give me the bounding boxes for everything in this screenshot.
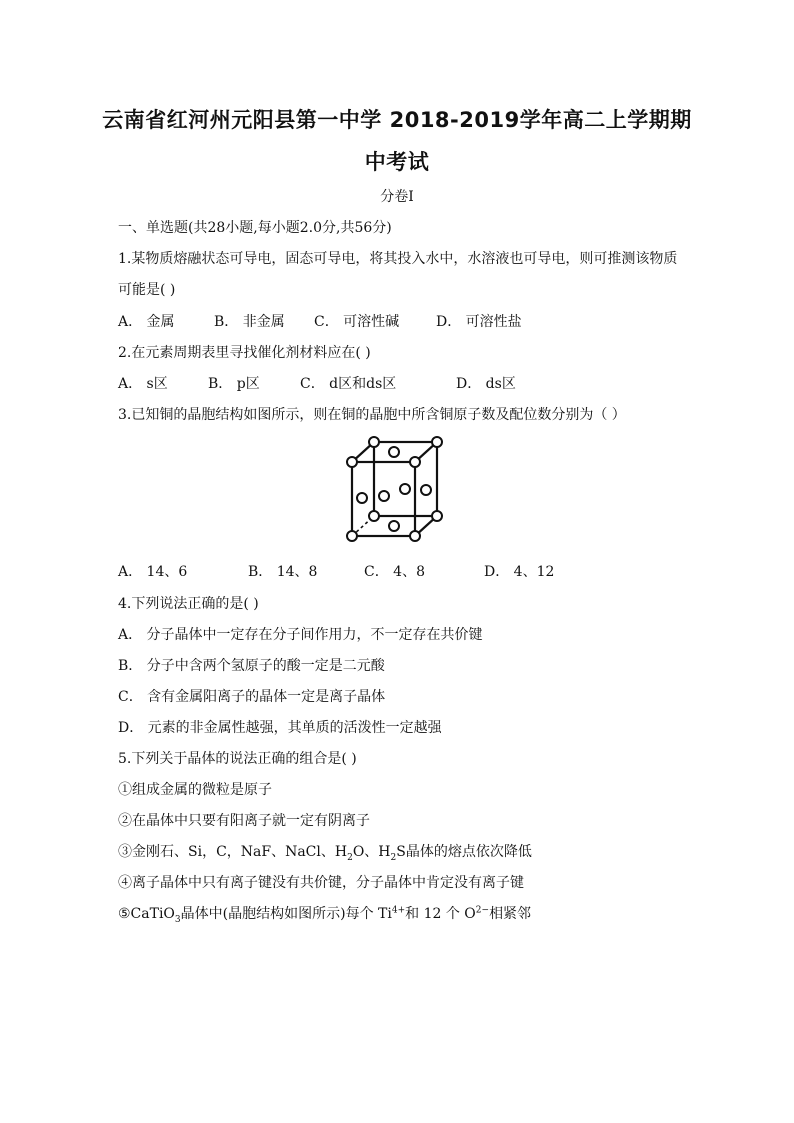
question-5-item-2: ②在晶体中只要有阳离子就一定有阴离子 xyxy=(118,813,370,829)
page-title: 云南省红河州元阳县第一中学 2018-2019学年高二上学期期 xyxy=(102,108,692,132)
option-d: D． 4、12 xyxy=(484,564,555,580)
subscript: 2 xyxy=(347,852,353,863)
subscript: 3 xyxy=(174,914,181,925)
option-b: B． p区 xyxy=(208,376,260,392)
page-title-continued: 中考试 xyxy=(364,150,430,174)
question-1-stem-continued: 可能是( ) xyxy=(118,282,176,298)
question-4-option-c: C． 含有金属阳离子的晶体一定是离子晶体 xyxy=(118,689,386,705)
option-c: C． 可溶性碱 xyxy=(314,314,400,330)
question-3-stem: 3.已知铜的晶胞结构如图所示，则在铜的晶胞中所含铜原子数及配位数分别为（ ） xyxy=(118,407,626,423)
part-heading: 一、单选题(共28小题,每小题2.0分,共56分) xyxy=(118,220,392,236)
item-5-text: 晶体中(晶胞结构如图所示)每个 Ti xyxy=(180,906,392,922)
item-3-text: ③金刚石、Si，C，NaF、NaCl、H xyxy=(118,844,348,860)
question-5-item-5 xyxy=(118,903,531,925)
question-4-stem: 4.下列说法正确的是( ) xyxy=(118,596,259,612)
superscript: 4+ xyxy=(391,905,406,916)
option-a: A． s区 xyxy=(118,376,168,392)
option-a: A． 金属 xyxy=(118,314,175,330)
option-b: B． 非金属 xyxy=(214,314,285,330)
question-4-option-d: D． 元素的非金属性越强，其单质的活泼性一定越强 xyxy=(118,720,442,736)
question-4-option-b: B． 分子中含两个氢原子的酸一定是二元酸 xyxy=(118,658,385,674)
item-3-text: S晶体的熔点依次降低 xyxy=(396,844,532,860)
item-5-text: 相紧邻 xyxy=(489,906,532,922)
item-5-text: ⑤CaTiO xyxy=(118,906,175,922)
superscript: 2− xyxy=(475,905,490,916)
option-a: A． 14、6 xyxy=(118,564,188,580)
fcc-unit-cell-diagram xyxy=(338,434,446,546)
question-5-stem: 5.下列关于晶体的说法正确的组合是( ) xyxy=(118,751,357,767)
question-5-item-4: ④离子晶体中只有离子键没有共价键，分子晶体中肯定没有离子键 xyxy=(118,875,524,891)
item-5-text: 和 12 个 O xyxy=(405,906,476,922)
section-label: 分卷I xyxy=(380,189,414,205)
option-c: C． 4、8 xyxy=(364,564,425,580)
option-b: B． 14、8 xyxy=(248,564,318,580)
option-c: C． d区和ds区 xyxy=(300,376,397,392)
question-2-stem: 2.在元素周期表里寻找催化剂材料应在( ) xyxy=(118,345,371,361)
question-5-item-3 xyxy=(118,841,532,863)
option-d: D． 可溶性盐 xyxy=(436,314,522,330)
question-5-item-1: ①组成金属的微粒是原子 xyxy=(118,782,272,798)
question-4-option-a: A． 分子晶体中一定存在分子间作用力，不一定存在共价键 xyxy=(118,627,483,643)
subscript: 2 xyxy=(390,852,397,863)
item-3-text: O、H xyxy=(352,844,391,860)
option-d: D． ds区 xyxy=(456,376,516,392)
question-1-stem: 1.某物质熔融状态可导电，固态可导电，将其投入水中，水溶液也可导电，则可推测该物质 xyxy=(118,251,678,267)
